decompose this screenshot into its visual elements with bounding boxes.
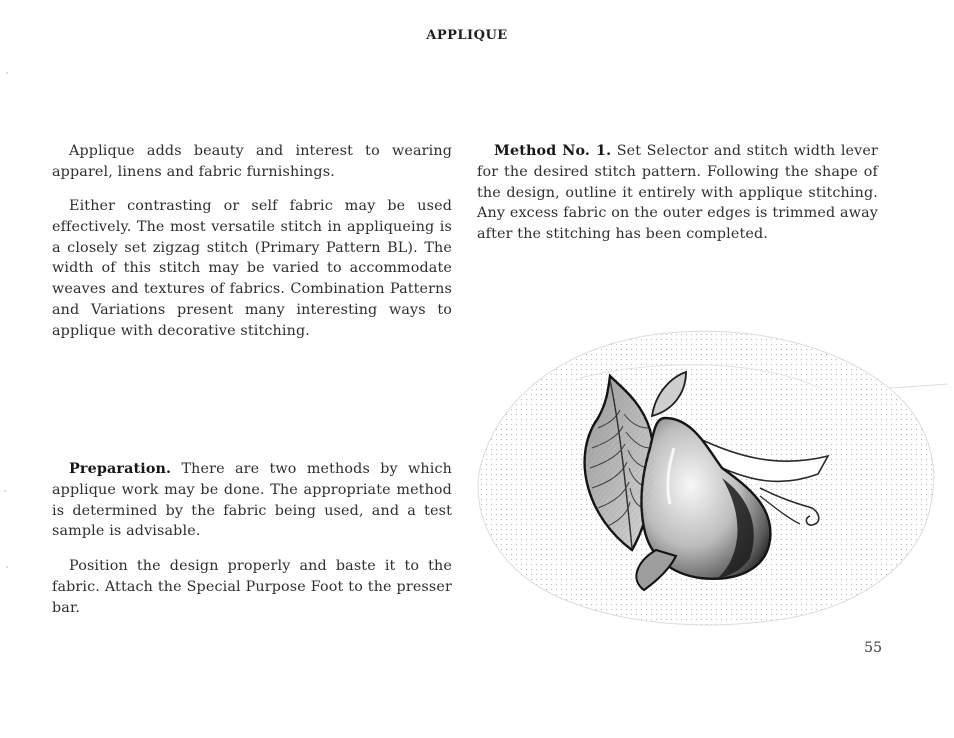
page-title: APPLIQUE	[426, 28, 508, 43]
preparation-paragraph	[52, 459, 452, 542]
method-heading: Method No. 1.	[494, 143, 612, 159]
method-text: Set Selector and stitch width lever for the desired stitch pattern. Following the shape of the design, outline it entirely with applique stitching. Any excess fabric on the outer edges is trimmed away after the stitching has been completed.	[477, 143, 878, 243]
fabric-paragraph: Either contrasting or self fabric may be used effectively. The most versatile stitch in appliqueing is a closely set zigzag stitch (Primary Pattern BL). The width of this stitch may be varied to accommodate weaves and textures of fabrics. Combination Patterns and Variations present many interesting ways to applique with decorative stitching.	[52, 198, 452, 339]
intro-paragraph: Applique adds beauty and interest to wearing apparel, linens and fabric furnishings.	[52, 143, 452, 180]
preparation-heading: Preparation.	[69, 461, 172, 477]
applique-pear-illustration	[460, 318, 950, 630]
page-number: 55	[864, 640, 882, 656]
position-paragraph: Position the design properly and baste it to the fabric. Attach the Special Purpose Foot to the presser bar.	[52, 558, 452, 616]
method-paragraph	[477, 141, 878, 245]
preparation-text: There are two methods by which applique work may be done. The appropriate method is determined by the fabric being used, and a test sample is advisable.	[52, 461, 452, 540]
